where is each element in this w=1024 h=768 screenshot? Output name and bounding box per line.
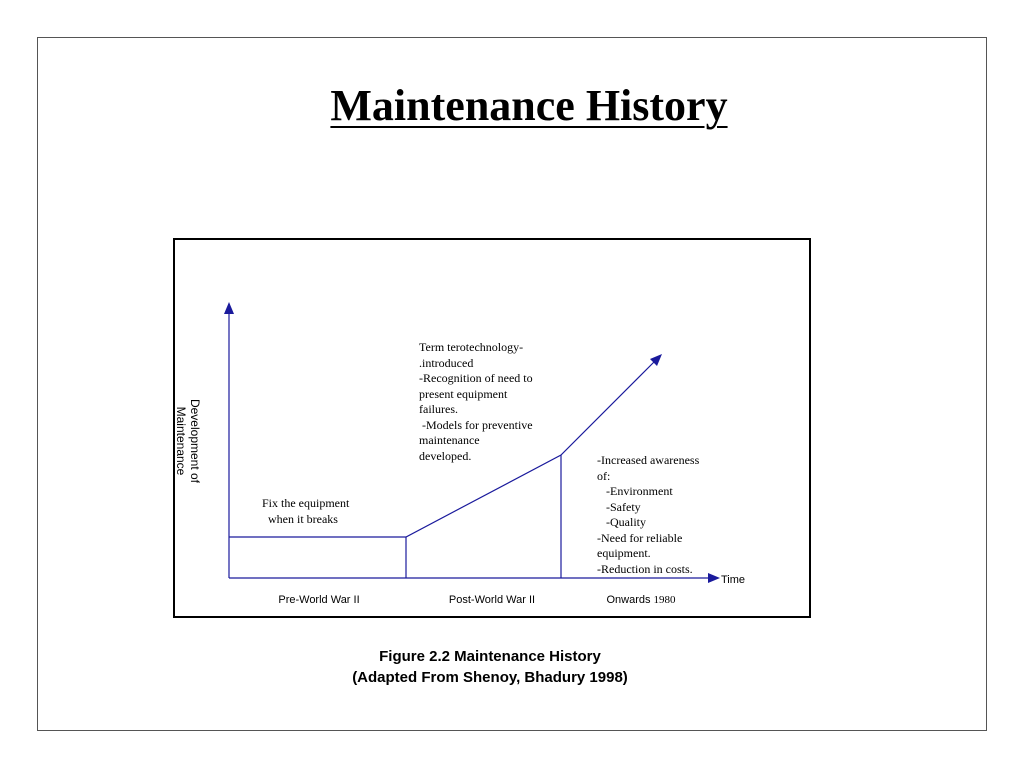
era-label-text: Onwards (606, 594, 651, 606)
y-axis-label: Development of Maintenance (174, 398, 202, 484)
figure-caption-line1: Figure 2.2 Maintenance History (379, 648, 601, 665)
era-label-post-war (449, 594, 535, 606)
era-year: 1980 (653, 594, 676, 606)
figure-caption-line2: (Adapted From Shenoy, Bhadury 1998) (352, 669, 628, 686)
y-axis-arrowhead (224, 302, 234, 314)
note-pre-war: Fix the equipment when it breaks (262, 496, 350, 526)
x-axis-arrowhead (708, 573, 720, 583)
era-label-onwards (606, 594, 675, 606)
era-label-text: Post-World War II (448, 594, 536, 606)
note-onwards: -Increased awareness of: -Environment -Safety -Quality -Need for reliable equipment. -Reduction in costs. (597, 453, 700, 576)
note-post-war: Term terotechnology- .introduced -Recognition of need to present equipment failures. -Models for preventive maintenance developed. (419, 340, 533, 463)
x-axis-label: Time (721, 574, 746, 586)
slide-title: Maintenance History (330, 81, 728, 130)
era-label-pre-war (278, 594, 359, 606)
era-label-text: Pre-World War II (278, 594, 360, 606)
